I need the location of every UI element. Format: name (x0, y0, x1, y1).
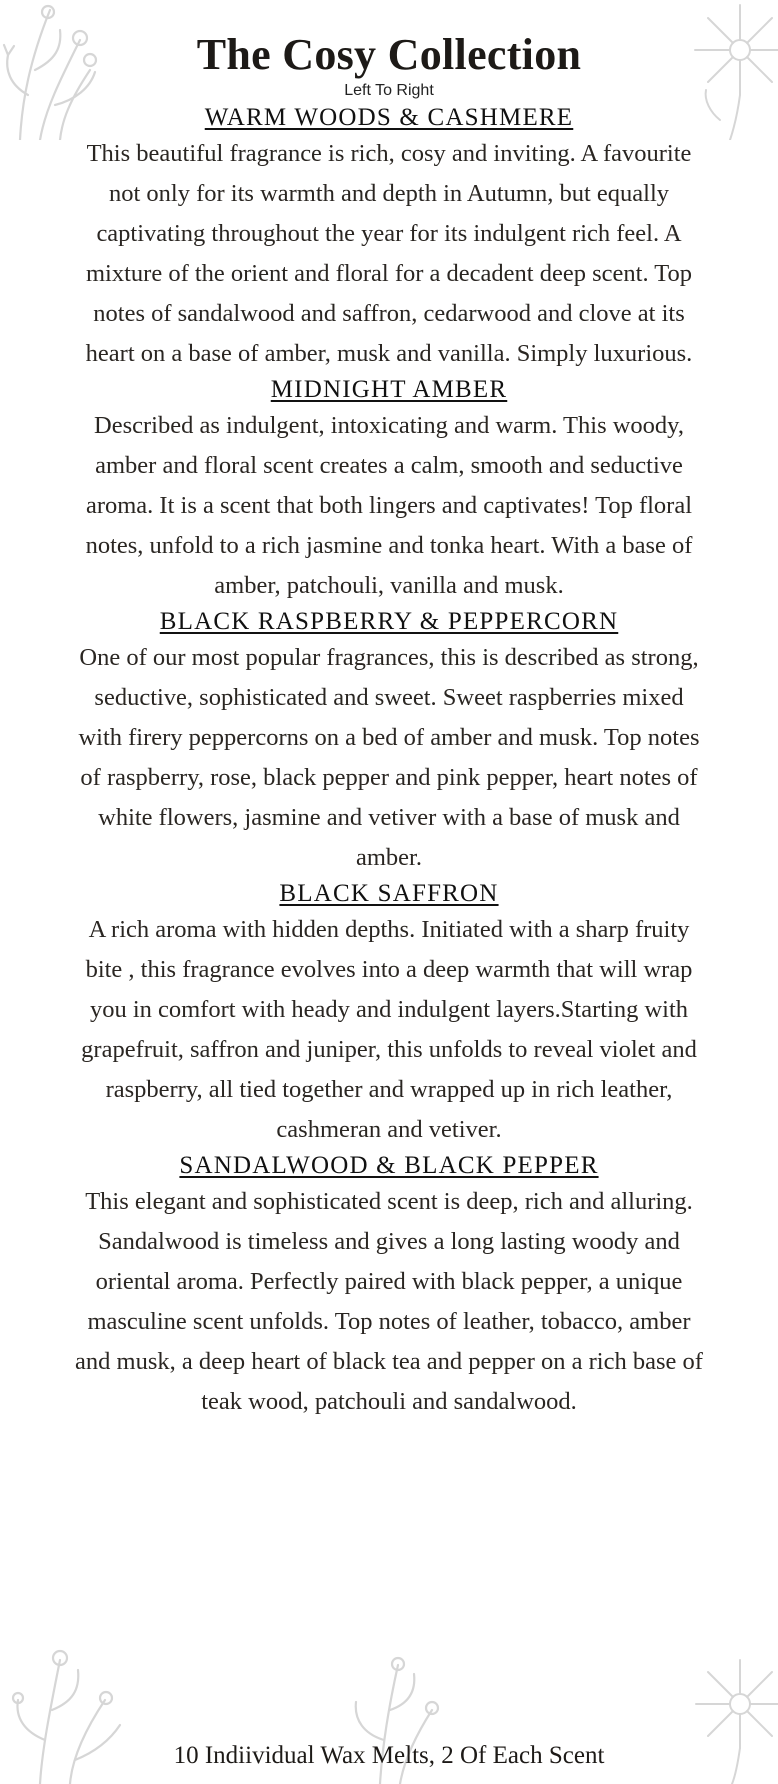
main-content (70, 28, 708, 1422)
scent-section (70, 1150, 708, 1422)
scent-heading: WARM WOODS & CASHMERE (204, 104, 574, 131)
scent-description: One of our most popular fragrances, this is described as strong, seductive, sophisticated and sweet. Sweet raspberries mixed with firery peppercorns on a bed of amber and musk. Top notes of raspberry, rose, black pepper and pink pepper, heart notes of white flowers, jasmine and vetiver with a base of musk and amber. (78, 644, 700, 871)
scent-section (70, 374, 708, 606)
scent-description: Described as indulgent, intoxicating and warm. This woody, amber and floral scent creates a calm, smooth and seductive aroma. It is a scent that both lingers and captivates! Top floral notes, unfold to a rich jasmine and tonka heart. With a base of amber, patchouli, vanilla and musk. (85, 412, 693, 599)
scent-heading: BLACK RASPBERRY & PEPPERCORN (159, 608, 619, 635)
footer-note: 10 Indiividual Wax Melts, 2 Of Each Scent (173, 1742, 605, 1769)
scent-description: This beautiful fragrance is rich, cosy and inviting. A favourite not only for its warmth and depth in Autumn, but equally captivating throughout the year for its indulgent rich feel. A mixture of the orient and floral for a decadent deep scent. Top notes of sandalwood and saffron, cedarwood and clove at its heart on a base of amber, musk and vanilla. Simply luxurious. (85, 140, 693, 367)
scent-section (70, 606, 708, 878)
scent-heading: BLACK SAFFRON (279, 880, 499, 907)
scent-section (70, 102, 708, 374)
page-subtitle: Left To Right (344, 82, 434, 99)
scent-section (70, 878, 708, 1150)
scent-description: This elegant and sophisticated scent is deep, rich and alluring. Sandalwood is timeless and gives a long lasting woody and oriental aroma. Perfectly paired with black pepper, a unique masculine scent unfolds. Top notes of leather, tobacco, amber and musk, a deep heart of black tea and pepper on a rich base of teak wood, patchouli and sandalwood. (75, 1188, 703, 1415)
scent-description: A rich aroma with hidden depths. Initiated with a sharp fruity bite , this fragrance evolves into a deep warmth that will wrap you in comfort with heady and indulgent layers.Starting with grapefruit, saffron and juniper, this unfolds to reveal violet and raspberry, all tied together and wrapped up in rich leather, cashmeran and vetiver. (81, 916, 697, 1143)
page-title: The Cosy Collection (196, 30, 582, 79)
scent-heading: MIDNIGHT AMBER (270, 376, 508, 403)
scent-heading: SANDALWOOD & BLACK PEPPER (179, 1152, 599, 1179)
